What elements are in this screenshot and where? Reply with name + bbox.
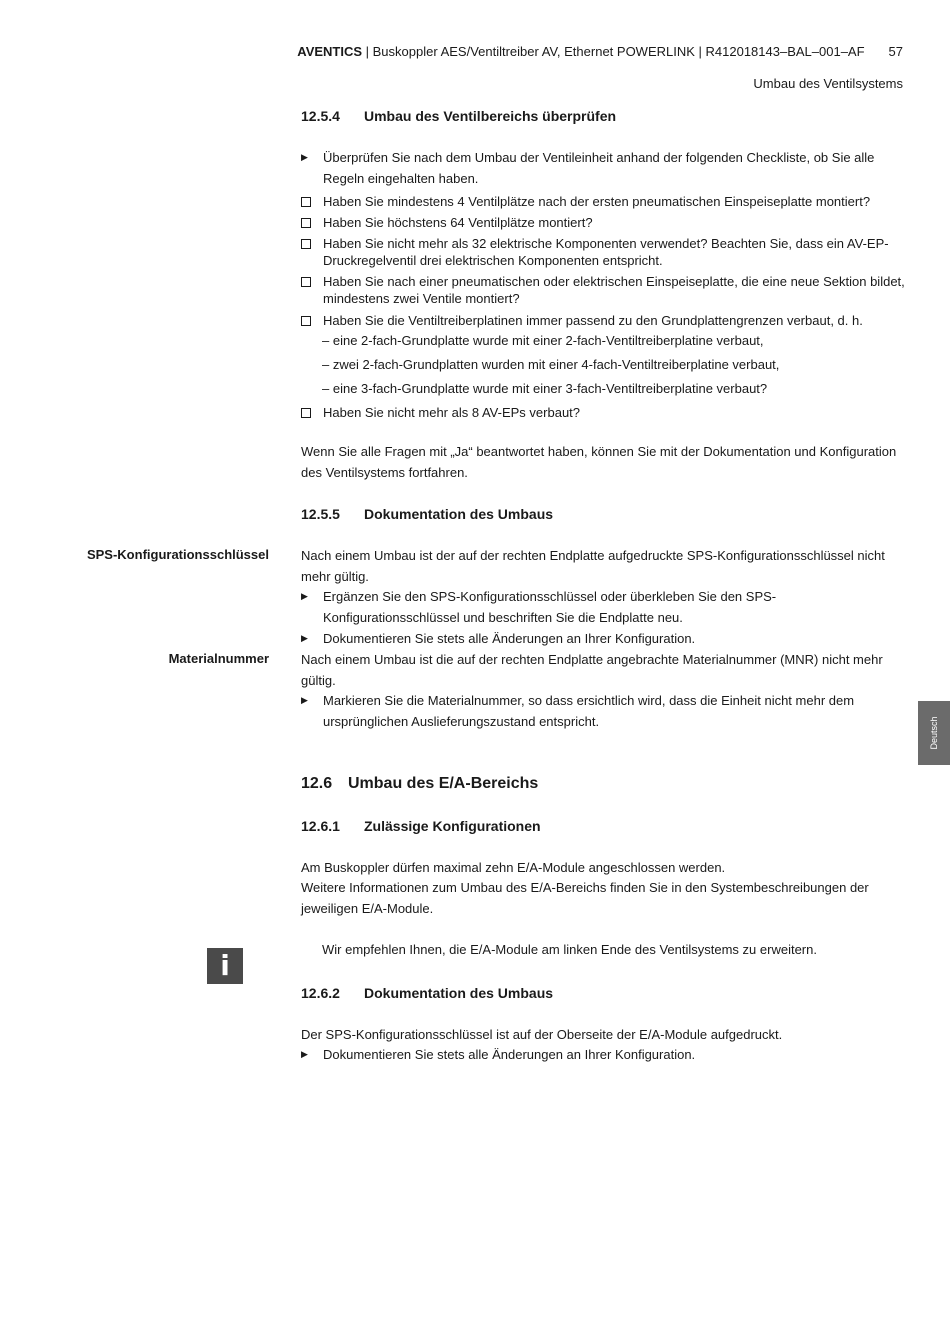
heading-12-6-2 bbox=[301, 985, 553, 1001]
bullet-arrow-icon: ▶ bbox=[301, 591, 308, 601]
bullet-arrow-icon: ▶ bbox=[301, 633, 308, 643]
checklist-text: Haben Sie mindestens 4 Ventilplätze nach der ersten pneumatischen Einspeiseplatte montiert? bbox=[323, 194, 871, 209]
checkbox-icon bbox=[301, 277, 311, 287]
margin-label-material-number: Materialnummer bbox=[168, 651, 269, 666]
heading-number: 12.6 bbox=[301, 775, 333, 792]
bullet-arrow-icon: ▶ bbox=[301, 152, 308, 162]
bullet-arrow-icon: ▶ bbox=[301, 695, 308, 705]
heading-12-5-5 bbox=[301, 506, 553, 522]
checklist-text: Haben Sie nicht mehr als 32 elektrische Komponenten verwendet? Beachten Sie, dass ein AV-EP-Druckregelventil drei elektrischen Komponenten entspricht. bbox=[323, 236, 889, 268]
heading-text: Zulässige Konfigurationen bbox=[364, 818, 541, 834]
info-icon: i bbox=[207, 948, 243, 984]
bullet-arrow-icon: ▶ bbox=[301, 1049, 308, 1059]
checklist-text: Haben Sie nicht mehr als 8 AV-EPs verbaut? bbox=[323, 405, 581, 420]
sub-list-item: – eine 3-fach-Grundplatte wurde mit einer 3-fach-Ventiltreiberplatine verbaut? bbox=[322, 381, 768, 396]
checkbox-icon bbox=[301, 218, 311, 228]
margin-label-sps-key: SPS-Konfigurationsschlüssel bbox=[86, 547, 269, 562]
heading-number: 12.6.1 bbox=[301, 818, 340, 834]
paragraph: Weitere Informationen zum Umbau des E/A-Bereichs finden Sie in den Systembeschreibungen der jeweiligen E/A-Module. bbox=[301, 880, 869, 916]
language-tab bbox=[918, 701, 950, 765]
heading-number: 12.6.2 bbox=[301, 985, 340, 1001]
heading-12-5-4 bbox=[301, 108, 616, 124]
brand-name: AVENTICS bbox=[297, 44, 363, 59]
heading-text: Dokumentation des Umbaus bbox=[364, 985, 554, 1001]
checkbox-icon bbox=[301, 316, 311, 326]
info-note: Wir empfehlen Ihnen, die E/A-Module am linken Ende des Ventilsystems zu erweitern. bbox=[322, 942, 817, 957]
step-text: Dokumentieren Sie stets alle Änderungen an Ihrer Konfiguration. bbox=[323, 1047, 696, 1062]
checkbox-icon bbox=[301, 239, 311, 249]
checklist-text: Haben Sie nach einer pneumatischen oder elektrischen Einspeiseplatte, die eine neue Sektion bildet, mindestens zwei Ventile montiert? bbox=[323, 274, 905, 306]
heading-12-6-1 bbox=[301, 818, 541, 834]
sub-list-item: – zwei 2-fach-Grundplatten wurden mit einer 4-fach-Ventiltreiberplatine verbaut, bbox=[322, 357, 780, 372]
checklist-text: Haben Sie höchstens 64 Ventilplätze montiert? bbox=[323, 215, 593, 230]
step-text: Ergänzen Sie den SPS-Konfigurationsschlüssel oder überkleben Sie den SPS-Konfigurationsschlüssel und beschriften Sie die Endplatte neu. bbox=[323, 589, 777, 625]
document-title: | Buskoppler AES/Ventiltreiber AV, Ethernet POWERLINK | R412018143–BAL–001–AF bbox=[362, 44, 865, 59]
heading-text: Umbau des E/A-Bereichs bbox=[348, 775, 539, 792]
heading-text: Dokumentation des Umbaus bbox=[364, 506, 554, 522]
step-text: Markieren Sie die Materialnummer, so dass ersichtlich wird, dass die Einheit nicht mehr dem ursprünglichen Auslieferungszustand entspricht. bbox=[323, 693, 855, 729]
heading-text: Umbau des Ventilbereichs überprüfen bbox=[364, 108, 617, 124]
checkbox-icon bbox=[301, 197, 311, 207]
step-text: Dokumentieren Sie stets alle Änderungen an Ihrer Konfiguration. bbox=[323, 631, 696, 646]
paragraph: Der SPS-Konfigurationsschlüssel ist auf der Oberseite der E/A-Module aufgedruckt. bbox=[301, 1027, 783, 1042]
heading-number: 12.5.5 bbox=[301, 506, 340, 522]
section-label: Umbau des Ventilsystems bbox=[753, 76, 903, 91]
paragraph: Nach einem Umbau ist die auf der rechten Endplatte angebrachte Materialnummer (MNR) nicht mehr gültig. bbox=[301, 652, 883, 688]
language-tab-label: Deutsch bbox=[929, 716, 939, 750]
checkbox-icon bbox=[301, 408, 311, 418]
page-number: 57 bbox=[888, 44, 903, 59]
running-header bbox=[200, 44, 903, 59]
heading-12-6 bbox=[301, 775, 538, 793]
heading-number: 12.5.4 bbox=[301, 108, 340, 124]
paragraph: Am Buskoppler dürfen maximal zehn E/A-Module angeschlossen werden. bbox=[301, 860, 726, 875]
sub-list-item: – eine 2-fach-Grundplatte wurde mit einer 2-fach-Ventiltreiberplatine verbaut, bbox=[322, 333, 764, 348]
paragraph: Nach einem Umbau ist der auf der rechten Endplatte aufgedruckte SPS-Konfigurationsschlüssel nicht mehr gültig. bbox=[301, 548, 885, 584]
paragraph: Wenn Sie alle Fragen mit „Ja“ beantwortet haben, können Sie mit der Dokumentation und Konfiguration des Ventilsystems fortfahren. bbox=[301, 444, 897, 480]
step-text: Überprüfen Sie nach dem Umbau der Ventileinheit anhand der folgenden Checkliste, ob Sie alle Regeln eingehalten haben. bbox=[323, 150, 875, 186]
checklist-text: Haben Sie die Ventiltreiberplatinen immer passend zu den Grundplattengrenzen verbaut, d. h. bbox=[323, 313, 863, 328]
